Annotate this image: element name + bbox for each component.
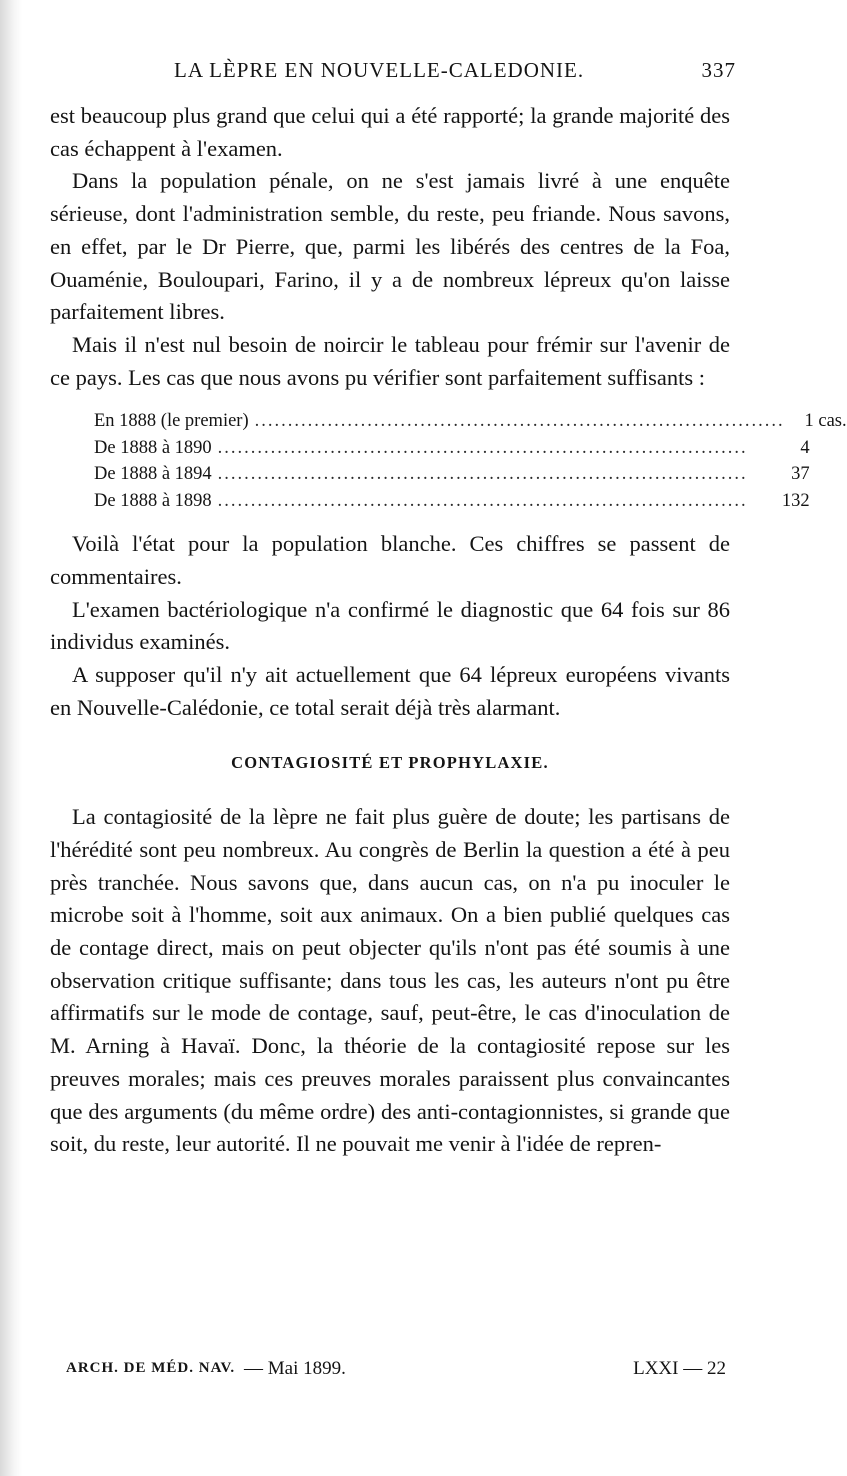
paragraph: Dans la population pénale, on ne s'est jamais livré à une enquête sérieuse, dont l'administration semble, du reste, peu friande. Nous savons, en effet, par le Dr Pierre, que, parmi les libérés des centres de la Foa, Ouaménie, Bouloupari, Farino, il y a de nombreux lépreux qu'on laisse parfaitement libres.	[50, 168, 730, 325]
row-value: 37	[791, 464, 810, 485]
row-label: De 1888 à 1890	[94, 437, 212, 458]
running-header	[56, 58, 736, 88]
paragraph: Voilà l'état pour la population blanche. Ces chiffres se passent de commentaires.	[50, 531, 730, 590]
paragraph: L'examen bactériologique n'a confirmé le diagnostic que 64 fois sur 86 individus examinés.	[50, 596, 730, 655]
table-row	[94, 435, 810, 462]
page-footer	[66, 1360, 726, 1384]
scan-edge-shadow	[0, 0, 22, 1476]
body-text	[50, 100, 847, 1161]
row-value: 1 cas.	[804, 411, 847, 432]
table-row	[94, 488, 810, 515]
paragraph: La contagiosité de la lèpre ne fait plus guère de doute; les partisans de l'hérédité sont peu nombreux. Au congrès de Berlin la question a été à peu près tranchée. Nous savons que, dans aucun cas, on n'a pu inoculer le microbe soit à l'homme, soit aux animaux. On a bien publié quelques cas de contage direct, mais on peut objecter qu'ils n'ont pas été soumis à une observation critique suffisante; dans tous les cas, les auteurs n'ont pu être affirmatifs sur le mode de contage, sauf, peut-être, le cas d'inoculation de M. Arning à Havaï. Donc, la théorie de la contagiosité repose sur les preuves morales; mais ces preuves morales paraissent plus convaincantes que des arguments (du même ordre) des anti-contagionnistes, si grande que soit, du reste, leur autorité. Il ne pouvait me venir à l'idée de repren-	[50, 804, 730, 1157]
journal-abbrev: ARCH. DE MÉD. NAV.	[66, 1360, 236, 1376]
leader-dots: ................................................................................	[217, 437, 748, 458]
signature-mark: LXXI — 22	[633, 1358, 726, 1379]
table-row	[94, 461, 810, 488]
section-heading: CONTAGIOSITÉ ET PROPHYLAXIE.	[231, 752, 549, 772]
leader-dots: ................................................................................	[217, 490, 748, 511]
paragraph: Mais il n'est nul besoin de noircir le tableau pour frémir sur l'avenir de ce pays. Les cas que nous avons pu vérifier sont parfaitement suffisants :	[50, 331, 730, 390]
leader-dots: ................................................................................	[254, 411, 785, 432]
leader-dots: ................................................................................	[217, 464, 748, 485]
paragraph: est beaucoup plus grand que celui qui a été rapporté; la grande majorité des cas échappent à l'examen.	[50, 103, 730, 161]
page-number: 337	[701, 58, 736, 82]
row-value: 132	[781, 490, 810, 511]
case-count-table	[94, 408, 847, 514]
row-label: De 1888 à 1894	[94, 464, 212, 485]
row-label: En 1888 (le premier)	[94, 411, 249, 432]
paragraph: A supposer qu'il n'y ait actuellement que 64 lépreux européens vivants en Nouvelle-Calédonie, ce total serait déjà très alarmant.	[50, 662, 730, 720]
table-row	[94, 408, 847, 435]
row-label: De 1888 à 1898	[94, 490, 212, 511]
issue-date: — Mai 1899.	[244, 1358, 346, 1379]
running-title: LA LÈPRE EN NOUVELLE-CALEDONIE.	[174, 58, 585, 82]
row-value: 4	[800, 437, 810, 458]
